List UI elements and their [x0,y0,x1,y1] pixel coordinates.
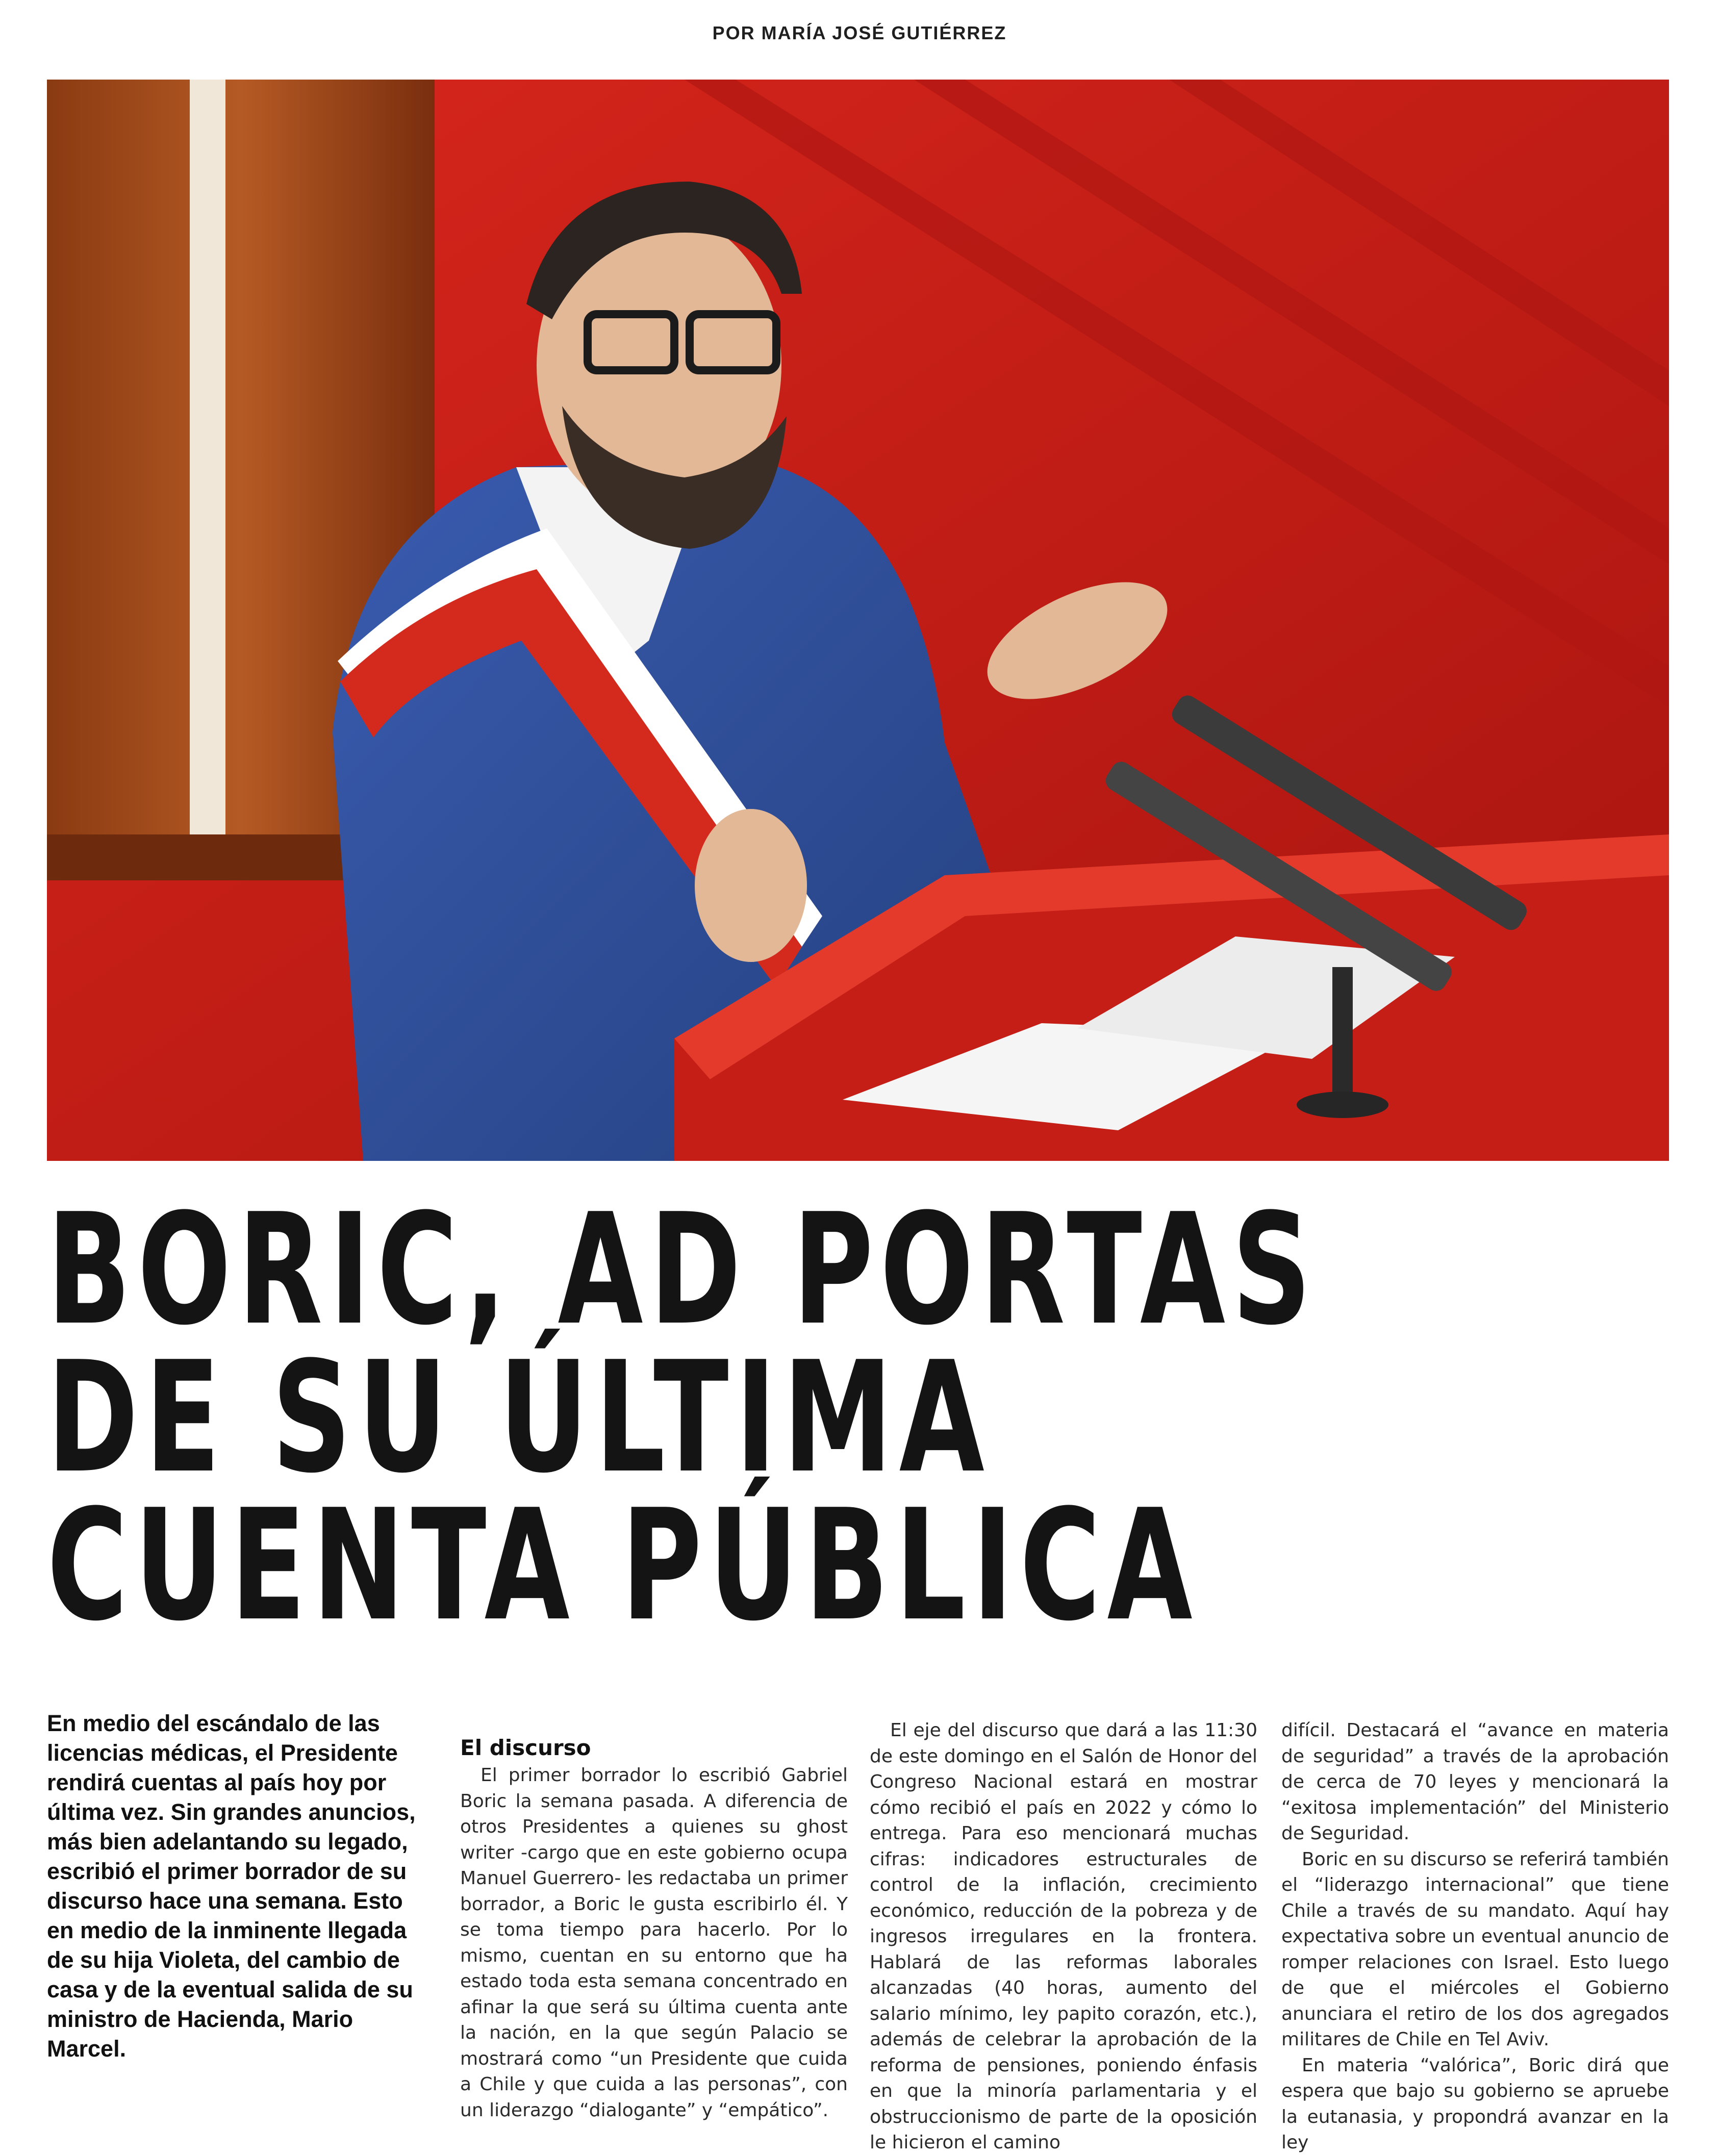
lead-photo [47,80,1669,1161]
lead-photo-illustration [47,80,1669,1161]
lede-paragraph: En medio del escándalo de las licencias médicas, el Presidente rendirá cuentas al país hoy por última vez. Sin grandes anuncios, más bien adelantando su legado, escribió el primer borrador de su discurso hace una semana. Esto en medio de la inminente llegada de su hija Violeta, del cambio de casa y de la eventual salida de su ministro de Hacienda, Mario Marcel. [47,1710,416,2062]
body-paragraph: El eje del discurso que dará a las 11:30 de este domingo en el Salón de Honor del Congreso Nacional estará en mostrar cómo recibió el país en 2022 y cómo lo entrega. Para eso mencionará muchas cifras: indicadores estructurales de control de la inflación, crecimiento económico, reducción de la pobreza y de ingresos irregulares en la frontera. Hablará de las reformas laborales alcanzadas (40 horas, aumento del salario mínimo, ley papito corazón, etc.), además de celebrar la aprobación de la reforma de pensiones, poniendo énfasis en que la minoría parlamentaria y el obstruccionismo de parte de la oposición le hicieron el camino [870,1720,1257,2153]
article-column-2 [870,1718,1257,2156]
section-subhead: El discurso [460,1735,591,1760]
headline-line-2: DE SU ÚLTIMA [47,1329,991,1507]
headline-line-3: CUENTA PÚBLICA [47,1477,1199,1655]
article-column-3 [1281,1718,1669,2156]
body-paragraph: El primer borrador lo escribió Gabriel Boric la semana pasada. A diferencia de otros Presidentes a quienes su ghost writer -cargo que en este gobierno ocupa Manuel Guerrero- les redactaba un primer borrador, a Boric le gusta escribirlo él. Y se toma tiempo para hacerlo. Por lo mismo, cuentan en su entorno que ha estado toda esta semana concentrado en afinar la que será su última cuenta ante la nación, en la que según Palacio se mostrará como “un Presidente que cuida a Chile y que cuida a las personas”, con un liderazgo “dialogante” y “empático”. [460,1765,848,2121]
headline-line-1: BORIC, AD PORTAS [47,1181,1318,1359]
body-paragraph: En materia “valórica”, Boric dirá que espera que bajo su gobierno se apruebe la eutanasia, y propondrá avanzar en la ley [1281,2054,1669,2153]
body-paragraph: difícil. Destacará el “avance en materia de seguridad” a través de la aprobación de cerca de 70 leyes y mencionará la “exitosa implementación” del Ministerio de Seguridad. [1281,1720,1669,1844]
byline: POR MARÍA JOSÉ GUTIÉRREZ [712,22,1007,43]
headline [47,1181,1322,1655]
body-paragraph: Boric en su discurso se referirá también el “liderazgo internacional” que tiene Chile a través de su mandato. Aquí hay expectativa sobre un eventual anuncio de romper relaciones con Israel. Esto luego de que el miércoles el Gobierno anunciara el retiro de los dos agregados militares de Chile en Tel Aviv. [1281,1848,1669,2050]
article-column-1 [460,1734,848,2123]
